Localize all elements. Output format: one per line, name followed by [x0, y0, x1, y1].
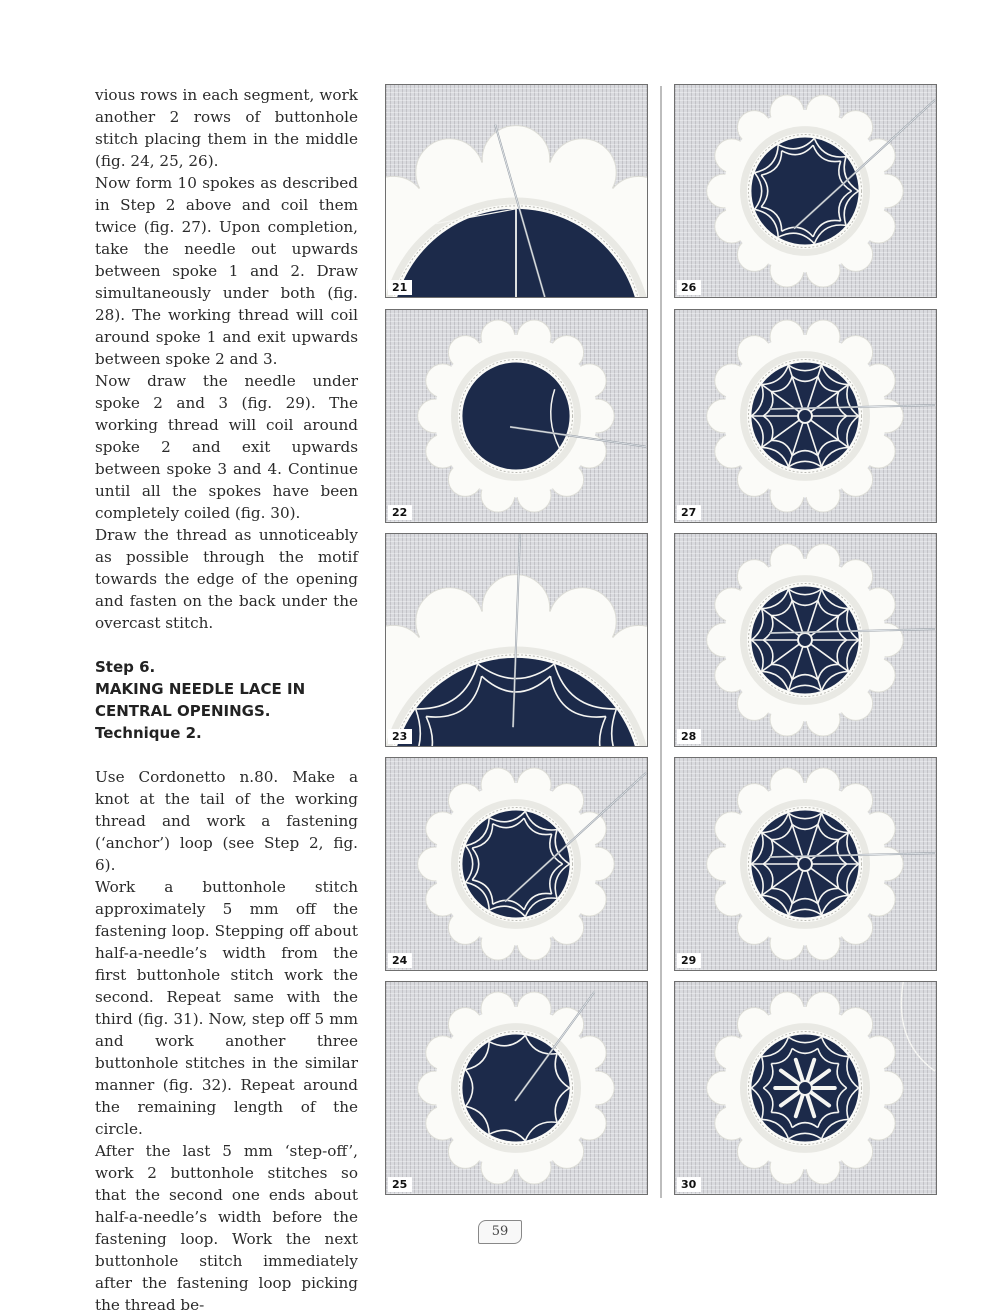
- paragraph: Use Cordonetto n.80. Make a knot at the tail of the working thread and work a fastening (‘anchor’) loop (see Step 2, fig. 6).: [95, 768, 358, 874]
- page-number: 59: [478, 1220, 522, 1244]
- figure-photo: [674, 981, 937, 1195]
- figure-label: 22: [388, 505, 412, 520]
- figure-label: 26: [677, 280, 701, 295]
- column-divider: [660, 86, 662, 1198]
- paragraph: After the last 5 mm ‘step-off’, work 2 buttonhole stitches so that the second one ends about half-a-needle’s width before the fastening loop. Work the next buttonhole stitch immediately after the fastening loop picking the thread be-: [95, 1142, 358, 1314]
- figure-label: 28: [677, 729, 701, 744]
- paragraph: Now draw the needle under spoke 2 and 3 (fig. 29). The working thread will coil around spoke 2 and exit upwards between spoke 3 and 4. Continue until all the spokes have been completely coiled (fig. 30).: [95, 372, 358, 522]
- figure-label: 25: [388, 1177, 412, 1192]
- figure-label: 27: [677, 505, 701, 520]
- embroidery-illustration: [675, 758, 936, 970]
- paragraph: Work a buttonhole stitch approximately 5 mm off the fastening loop. Stepping off about half-a-needle’s width from the first buttonhole stitch work the second. Repeat same with the third (fig. 31). Now, step off 5 mm and work another three buttonhole stitches in the similar manner (fig. 32). Repeat around the remaining length of the circle.: [95, 878, 358, 1138]
- figure-label: 21: [388, 280, 412, 295]
- embroidery-illustration: [386, 85, 647, 297]
- embroidery-illustration: [675, 310, 936, 522]
- figure-photo: [674, 309, 937, 523]
- step-heading: [95, 656, 358, 744]
- embroidery-illustration: [386, 534, 647, 746]
- embroidery-illustration: [386, 310, 647, 522]
- figure-label: 30: [677, 1177, 701, 1192]
- figure-label: 29: [677, 953, 701, 968]
- step-number: Step 6.: [95, 658, 156, 676]
- embroidery-illustration: [675, 534, 936, 746]
- figure-photo: [385, 533, 648, 747]
- figure-photo: [385, 309, 648, 523]
- figure-photo: [385, 84, 648, 298]
- figure-photo: [385, 981, 648, 1195]
- embroidery-illustration: [386, 982, 647, 1194]
- figure-photo: [385, 757, 648, 971]
- step-title-line: CENTRAL OPENINGS.: [95, 702, 271, 720]
- figure-photo: [674, 757, 937, 971]
- paragraph: vious rows in each segment, work another 2 rows of buttonhole stitch placing them in the middle (fig. 24, 25, 26).: [95, 86, 358, 170]
- figure-label: 24: [388, 953, 412, 968]
- body-text-column: [95, 84, 358, 1316]
- embroidery-illustration: [386, 758, 647, 970]
- embroidery-illustration: [675, 982, 936, 1194]
- paragraph: Now form 10 spokes as described in Step 2 above and coil them twice (fig. 27). Upon completion, take the needle out upwards between spoke 1 and 2. Draw simultaneously under both (fig. 28). The working thread will coil around spoke 1 and exit upwards between spoke 2 and 3.: [95, 174, 358, 368]
- step-technique: Technique 2.: [95, 724, 202, 742]
- step-title-line: MAKING NEEDLE LACE IN: [95, 680, 306, 698]
- figure-label: 23: [388, 729, 412, 744]
- paragraph: Draw the thread as unnoticeably as possible through the motif towards the edge of the opening and fasten on the back under the overcast stitch.: [95, 526, 358, 632]
- embroidery-illustration: [675, 85, 936, 297]
- figure-photo: [674, 533, 937, 747]
- figure-photo: [674, 84, 937, 298]
